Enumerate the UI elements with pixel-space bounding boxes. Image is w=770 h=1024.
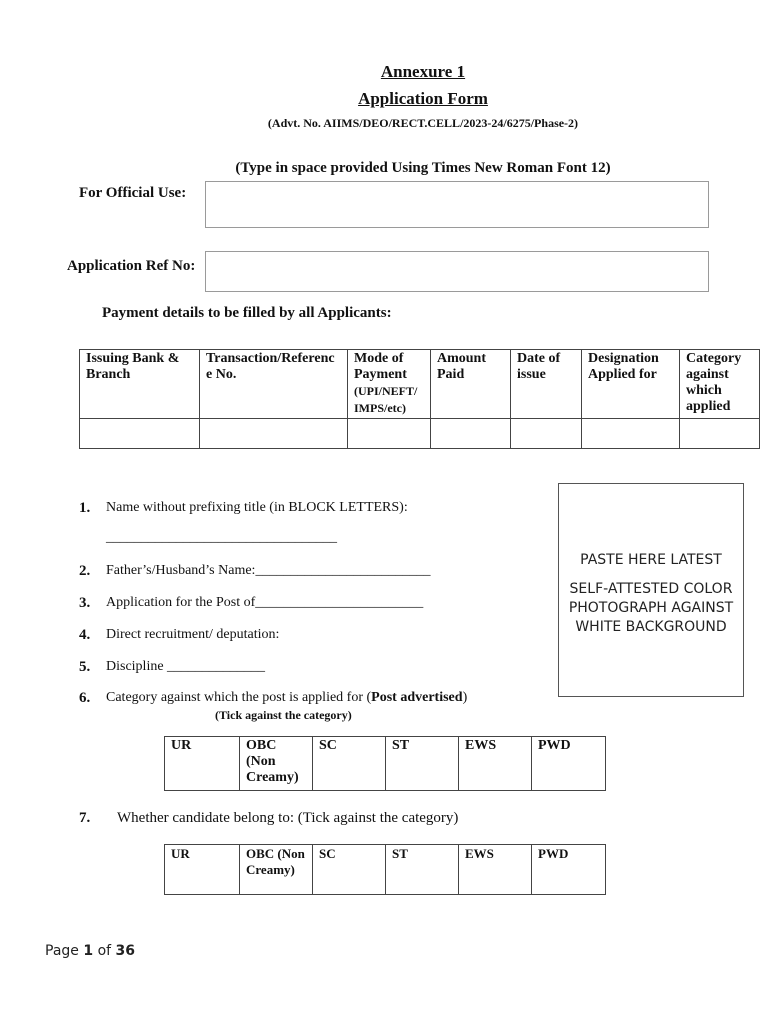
- item-6-number: 6.: [79, 690, 91, 706]
- application-ref-field[interactable]: [205, 251, 709, 292]
- item-5-number: 5.: [79, 659, 91, 675]
- col-designation: Designation Applied for: [582, 350, 680, 419]
- application-ref-label: Application Ref No:: [67, 258, 196, 274]
- photo-instruction-title: PASTE HERE LATEST: [580, 552, 722, 568]
- cat2-st[interactable]: ST: [386, 845, 459, 895]
- page-indicator: [45, 943, 135, 959]
- official-use-label: For Official Use:: [79, 185, 187, 201]
- col-issuing-bank: Issuing Bank & Branch: [80, 350, 200, 419]
- name-blank[interactable]: _________________________________: [106, 530, 337, 545]
- item-4-number: 4.: [79, 627, 91, 643]
- category-row-1: [165, 737, 606, 791]
- input-date-of-issue[interactable]: [511, 419, 582, 449]
- category-table-1: [164, 736, 606, 791]
- item-6-text-b: ): [462, 690, 468, 705]
- page-word: Page: [45, 943, 79, 959]
- category-row-2: [165, 845, 606, 895]
- input-mode-of-payment[interactable]: [348, 419, 431, 449]
- cat1-sc[interactable]: SC: [313, 737, 386, 791]
- item-6-text: [106, 690, 467, 706]
- input-transaction-ref[interactable]: [200, 419, 348, 449]
- cat1-ur[interactable]: UR: [165, 737, 240, 791]
- category-table-2: [164, 844, 606, 895]
- item-2-number: 2.: [79, 563, 91, 579]
- item-1-number: 1.: [79, 500, 91, 516]
- payment-input-row: [80, 419, 760, 449]
- item-3-number: 3.: [79, 595, 91, 611]
- cat1-st[interactable]: ST: [386, 737, 459, 791]
- mode-label: Mode of Payment: [354, 351, 407, 382]
- payment-header-row: [80, 350, 760, 419]
- cat2-obc[interactable]: OBC (Non Creamy): [240, 845, 313, 895]
- form-title: Application Form: [358, 89, 488, 108]
- col-mode-of-payment: [348, 350, 431, 419]
- item-5-text[interactable]: Discipline ______________: [106, 659, 266, 674]
- item-6-text-a: Category against which the post is applied for (: [106, 690, 372, 705]
- input-designation[interactable]: [582, 419, 680, 449]
- official-use-field[interactable]: [205, 181, 709, 228]
- photo-box[interactable]: [558, 483, 744, 697]
- cat2-ur[interactable]: UR: [165, 845, 240, 895]
- input-category[interactable]: [680, 419, 760, 449]
- cat1-ews[interactable]: EWS: [459, 737, 532, 791]
- advt-number: (Advt. No. AIIMS/DEO/RECT.CELL/2023-24/6275/Phase-2): [267, 116, 579, 130]
- mode-sub-label: (UPI/NEFT/ IMPS/etc): [354, 384, 418, 415]
- cat1-pwd[interactable]: PWD: [532, 737, 606, 791]
- input-issuing-bank[interactable]: [80, 419, 200, 449]
- font-instruction: (Type in space provided Using Times New Roman Font 12): [235, 160, 611, 176]
- cat2-pwd[interactable]: PWD: [532, 845, 606, 895]
- item-7-text: Whether candidate belong to: (Tick against the category): [117, 810, 459, 826]
- item-3-text[interactable]: Application for the Post of________________________: [106, 595, 424, 610]
- col-category: Category against which applied: [680, 350, 760, 419]
- cat2-ews[interactable]: EWS: [459, 845, 532, 895]
- input-amount-paid[interactable]: [431, 419, 511, 449]
- item-6-sub: (Tick against the category): [215, 708, 352, 722]
- payment-table: [79, 349, 760, 449]
- cat1-obc[interactable]: OBC (Non Creamy): [240, 737, 313, 791]
- payment-heading: Payment details to be filled by all Applicants:: [102, 305, 392, 321]
- col-date-of-issue: Date of issue: [511, 350, 582, 419]
- cat2-sc[interactable]: SC: [313, 845, 386, 895]
- page-total: 36: [115, 943, 135, 959]
- page-of-word: of: [97, 943, 112, 959]
- page-current: 1: [83, 943, 94, 959]
- item-7-number: 7.: [79, 810, 91, 826]
- annexure-label: Annexure 1: [380, 62, 466, 81]
- item-4-text[interactable]: Direct recruitment/ deputation:: [106, 627, 280, 642]
- col-amount-paid: Amount Paid: [431, 350, 511, 419]
- col-transaction-ref: Transaction/Referenc e No.: [200, 350, 348, 419]
- item-2-text[interactable]: Father’s/Husband’s Name:_________________________: [106, 563, 431, 578]
- photo-instruction-detail: SELF-ATTESTED COLOR PHOTOGRAPH AGAINST WHITE BACKGROUND: [568, 581, 734, 635]
- item-6-text-bold: Post advertised: [371, 690, 463, 705]
- item-1-text: Name without prefixing title (in BLOCK LETTERS):: [106, 500, 408, 515]
